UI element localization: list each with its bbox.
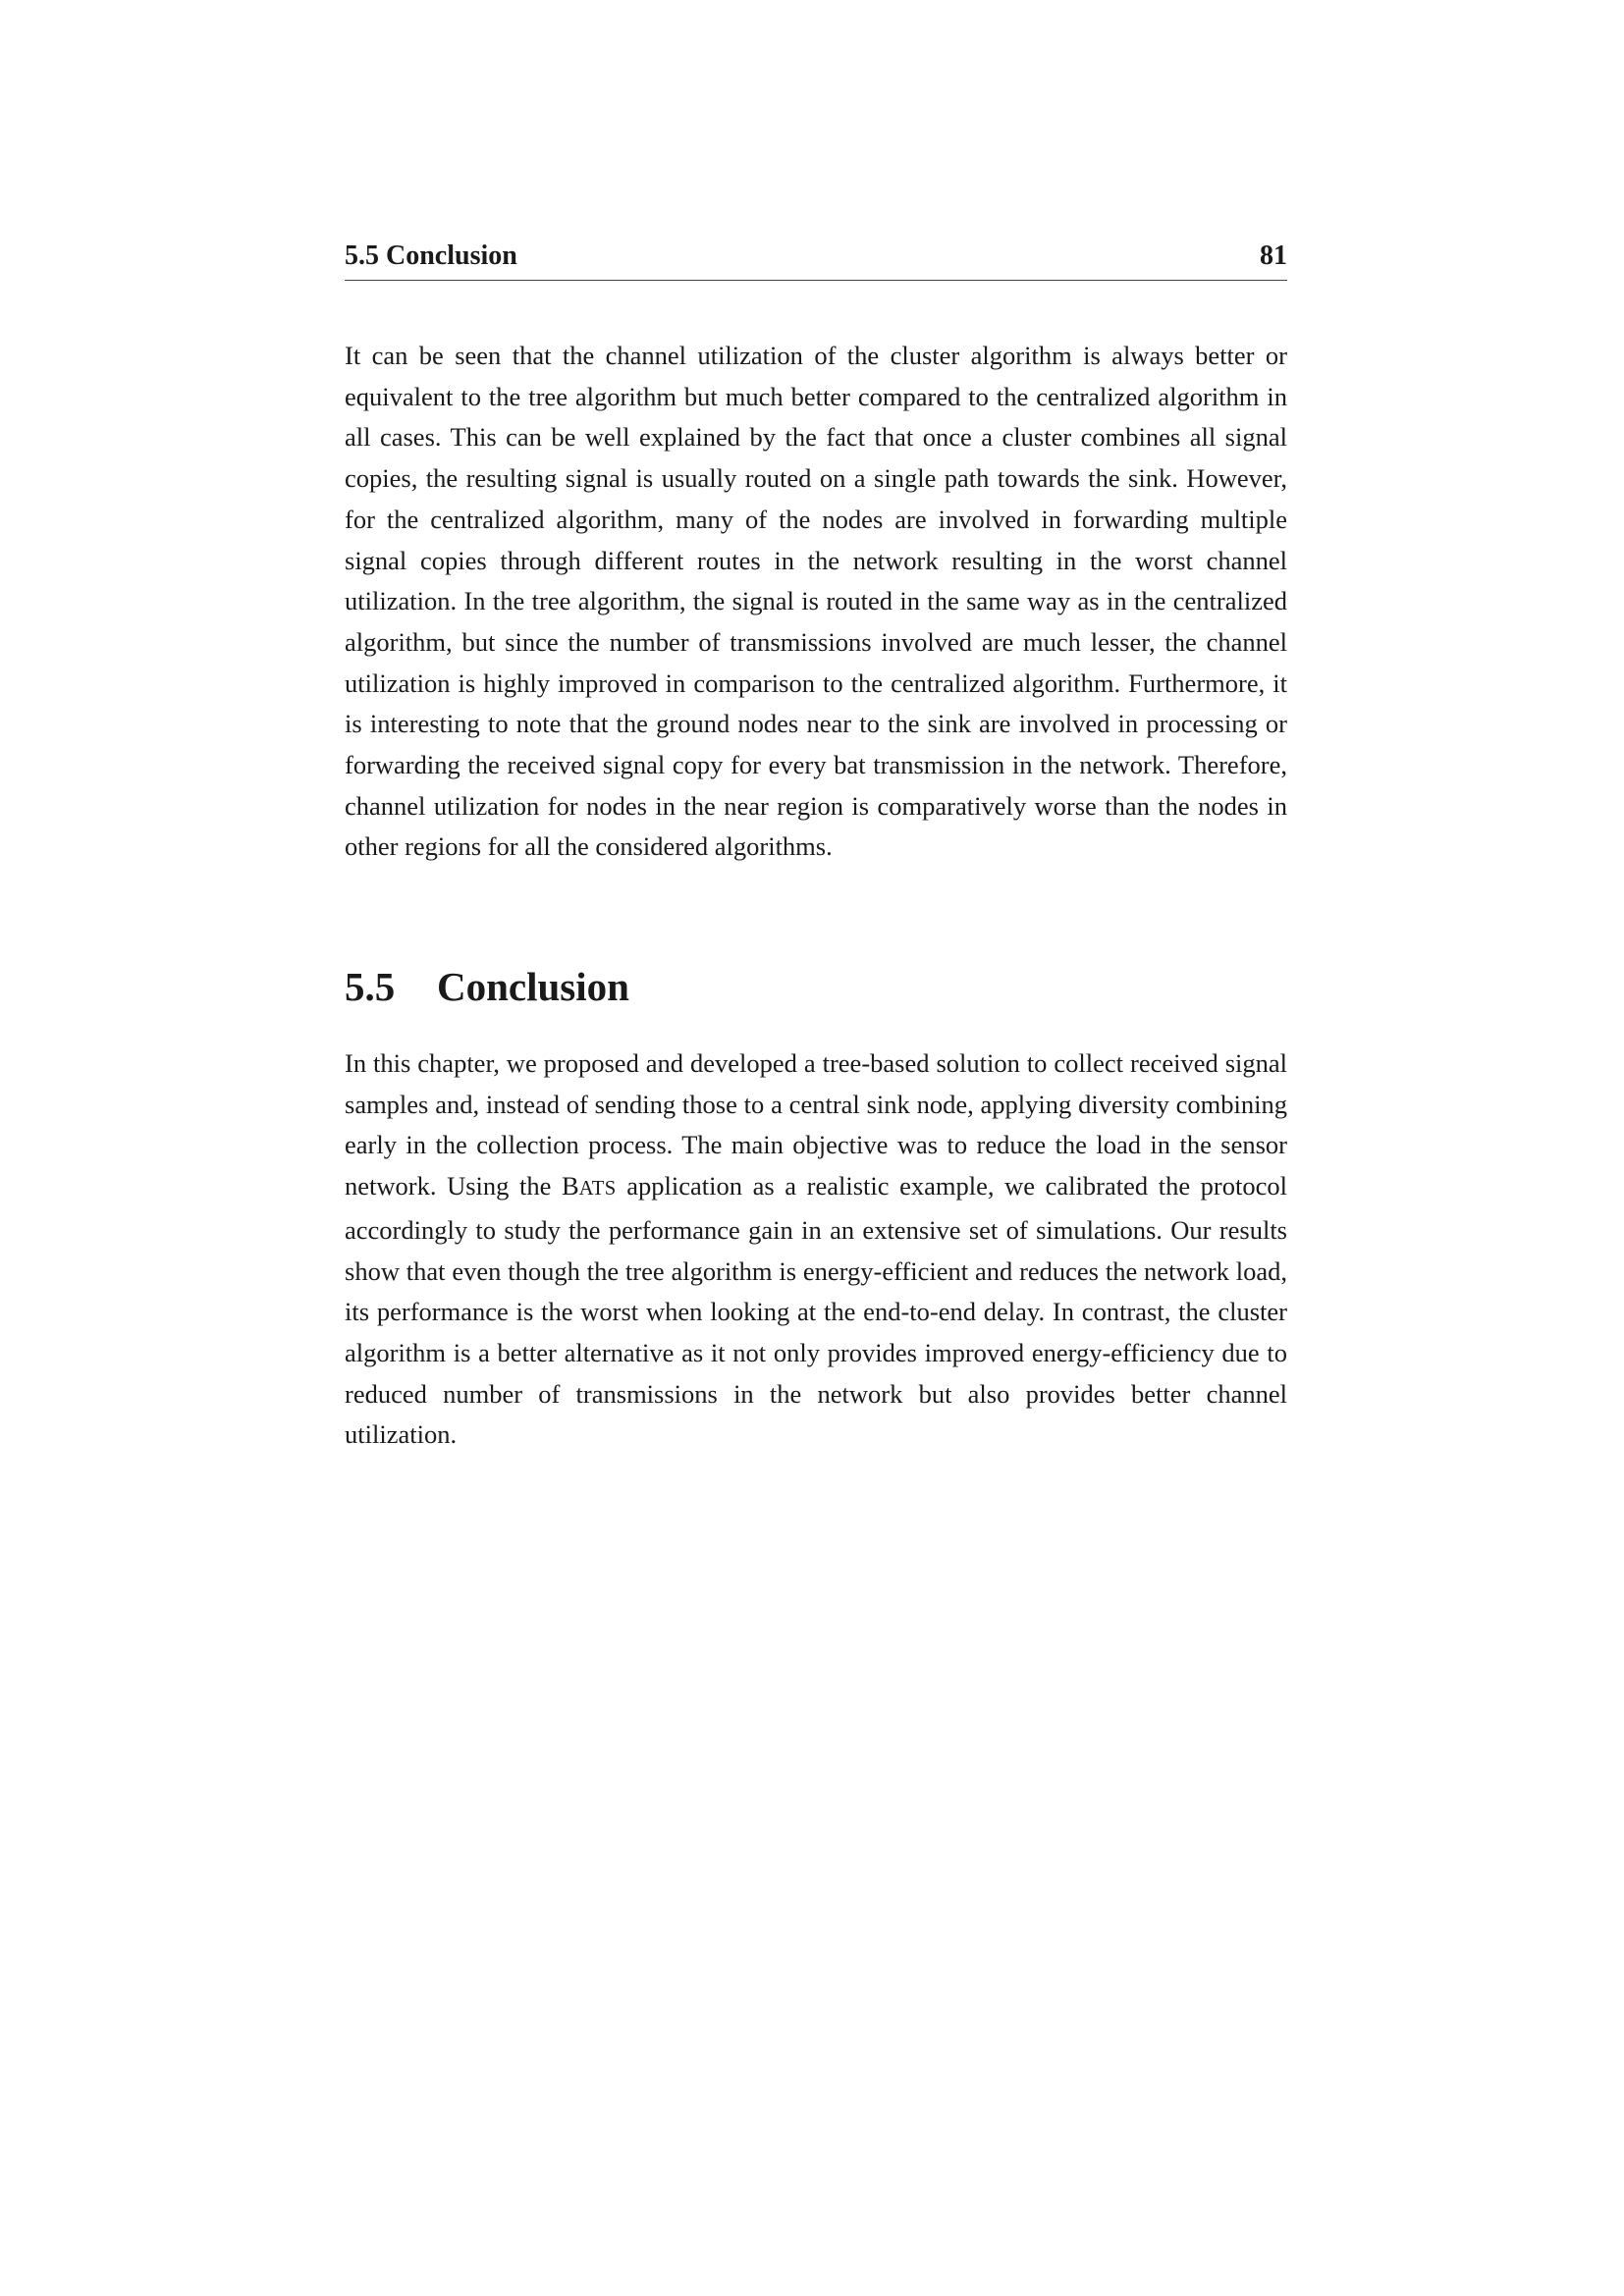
body-paragraph-channel-utilization: It can be seen that the channel utilization of the cluster algorithm is always better or equivalent to the tree algorithm but much better compared to the centralized algorithm in all cases. This can be well explained by the fact that once a cluster combines all signal copies, the resulting signal is usually routed on a single path towards the sink. However, for the centralized algorithm, many of the nodes are involved in forwarding multiple signal copies through different routes in the network resulting in the worst channel utilization. In the tree algorithm, the signal is routed in the same way as in the centralized algorithm, but since the number of transmissions involved are much lesser, the channel utilization is highly improved in comparison to the centralized algorithm. Furthermore, it is interesting to note that the ground nodes near to the sink are involved in processing or forwarding the received signal copy for every bat transmission in the network. Therefore, channel utilization for nodes in the near region is comparatively worse than the nodes in other regions for all the considered algorithms. <box>345 341 1287 862</box>
section-title: Conclusion <box>437 964 629 1009</box>
running-title: 5.5 Conclusion <box>345 240 517 271</box>
section-number: 5.5 <box>345 964 396 1009</box>
app-name-initial: B <box>561 1171 579 1201</box>
page-number: 81 <box>1260 240 1287 271</box>
running-header <box>345 240 1287 281</box>
app-name-rest: ATS <box>578 1178 617 1201</box>
body-paragraph-conclusion <box>345 1043 1287 1456</box>
section-heading <box>345 962 629 1011</box>
paragraph-2-part-1: In this chapter, we proposed and developed a tree-based solution to collect received signal samples and, instead of sending those to a central sink node, applying diversity combining early in the collection process. The main objective was to reduce the load in the sensor network. Using the <box>345 1048 1287 1201</box>
paragraph-2-part-2: application as a realistic example, we calibrated the protocol accordingly to study the performance gain in an extensive set of simulations. Our results show that even though the tree algorithm is energy-efficient and reduces the network load, its performance is the worst when looking at the end-to-end delay. In contrast, the cluster algorithm is a better alternative as it not only provides improved energy-efficiency due to reduced number of transmissions in the network but also provides better channel utilization. <box>345 1171 1287 1450</box>
